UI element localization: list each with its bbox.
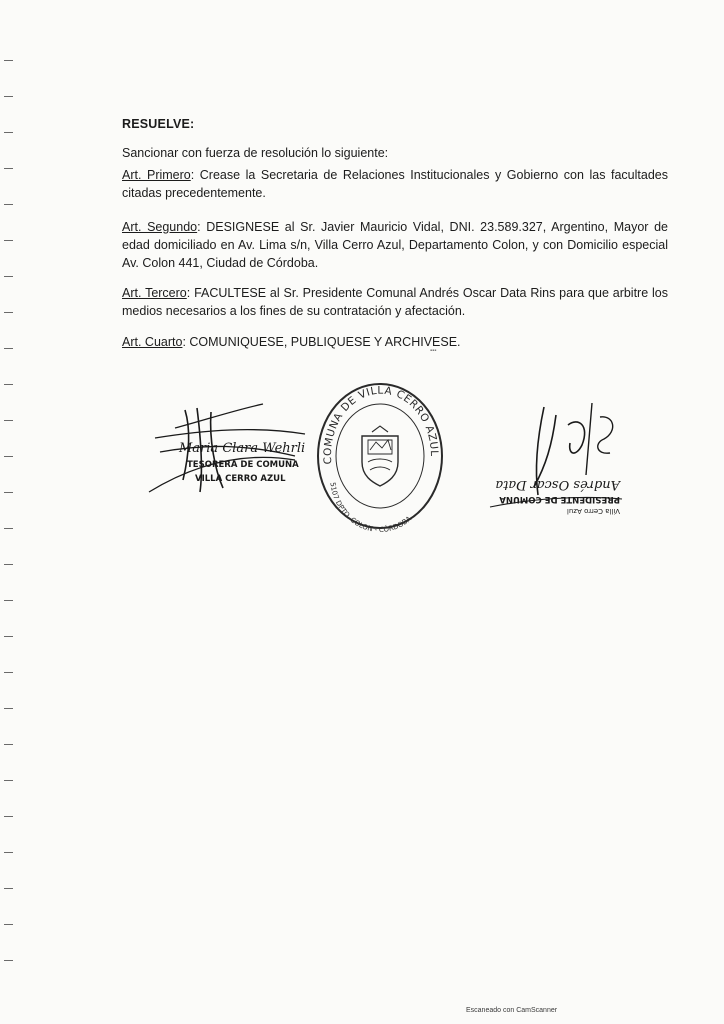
resolution-intro: Sancionar con fuerza de resolución lo siguiente: — [122, 146, 389, 160]
article-text: : Crease la Secretaria de Relaciones Institucionales y Gobierno con las facultades citadas precedentemente. — [122, 168, 668, 200]
comuna-seal — [312, 380, 448, 532]
treasurer-locality: VILLA CERRO AZUL — [195, 474, 286, 484]
article-primero — [122, 166, 668, 202]
president-locality: Villa Cerro Azul — [566, 507, 620, 515]
president-signature-block — [480, 395, 630, 525]
treasurer-name: Maria Clara Wehrli — [179, 441, 306, 456]
treasurer-signature-block — [145, 400, 315, 500]
article-label: Art. Tercero — [122, 286, 187, 300]
article-label: Art. Primero — [122, 168, 191, 182]
scanner-watermark: Escaneado con CamScanner — [466, 1007, 558, 1014]
article-label: Art. Cuarto — [122, 335, 183, 349]
seal-bottom-text: 5107 DPTO. COLON - CÓRDOBA — [328, 481, 413, 532]
scan-speck: ▪▪▪ — [430, 348, 437, 354]
article-cuarto — [122, 333, 668, 351]
president-title: PRESIDENTE DE COMUNA — [499, 494, 620, 504]
article-text: : COMUNIQUESE, PUBLIQUESE Y ARCHIVESE. — [182, 335, 461, 349]
article-text: : FACULTESE al Sr. Presidente Comunal Andrés Oscar Data Rins para que arbitre los medios necesarios a los fines de su contratación y afectación. — [122, 286, 668, 318]
svg-text:COMUNA DE VILLA CERRO AZUL — [322, 385, 440, 465]
resolution-heading: RESUELVE: — [122, 117, 195, 131]
article-text: : DESIGNESE al Sr. Javier Mauricio Vidal, DNI. 23.589.327, Argentino, Mayor de edad domiciliado en Av. Lima s/n, Villa Cerro Azul, Departamento Colon, y con Domicilio especial Av. Colon 441, Ciudad de Córdoba. — [122, 220, 668, 270]
seal-top-text: COMUNA DE VILLA CERRO AZUL — [321, 384, 441, 465]
president-name: Andrés Oscar Data — [495, 477, 620, 492]
president-signature-image — [480, 395, 630, 525]
article-label: Art. Segundo — [122, 220, 198, 234]
binding-edge-marks — [4, 60, 16, 980]
treasurer-signature-image — [145, 400, 315, 500]
coat-of-arms-icon — [362, 426, 398, 486]
article-tercero — [122, 284, 668, 320]
treasurer-title: TESORERA DE COMUNA — [187, 460, 299, 470]
article-segundo — [122, 218, 668, 272]
